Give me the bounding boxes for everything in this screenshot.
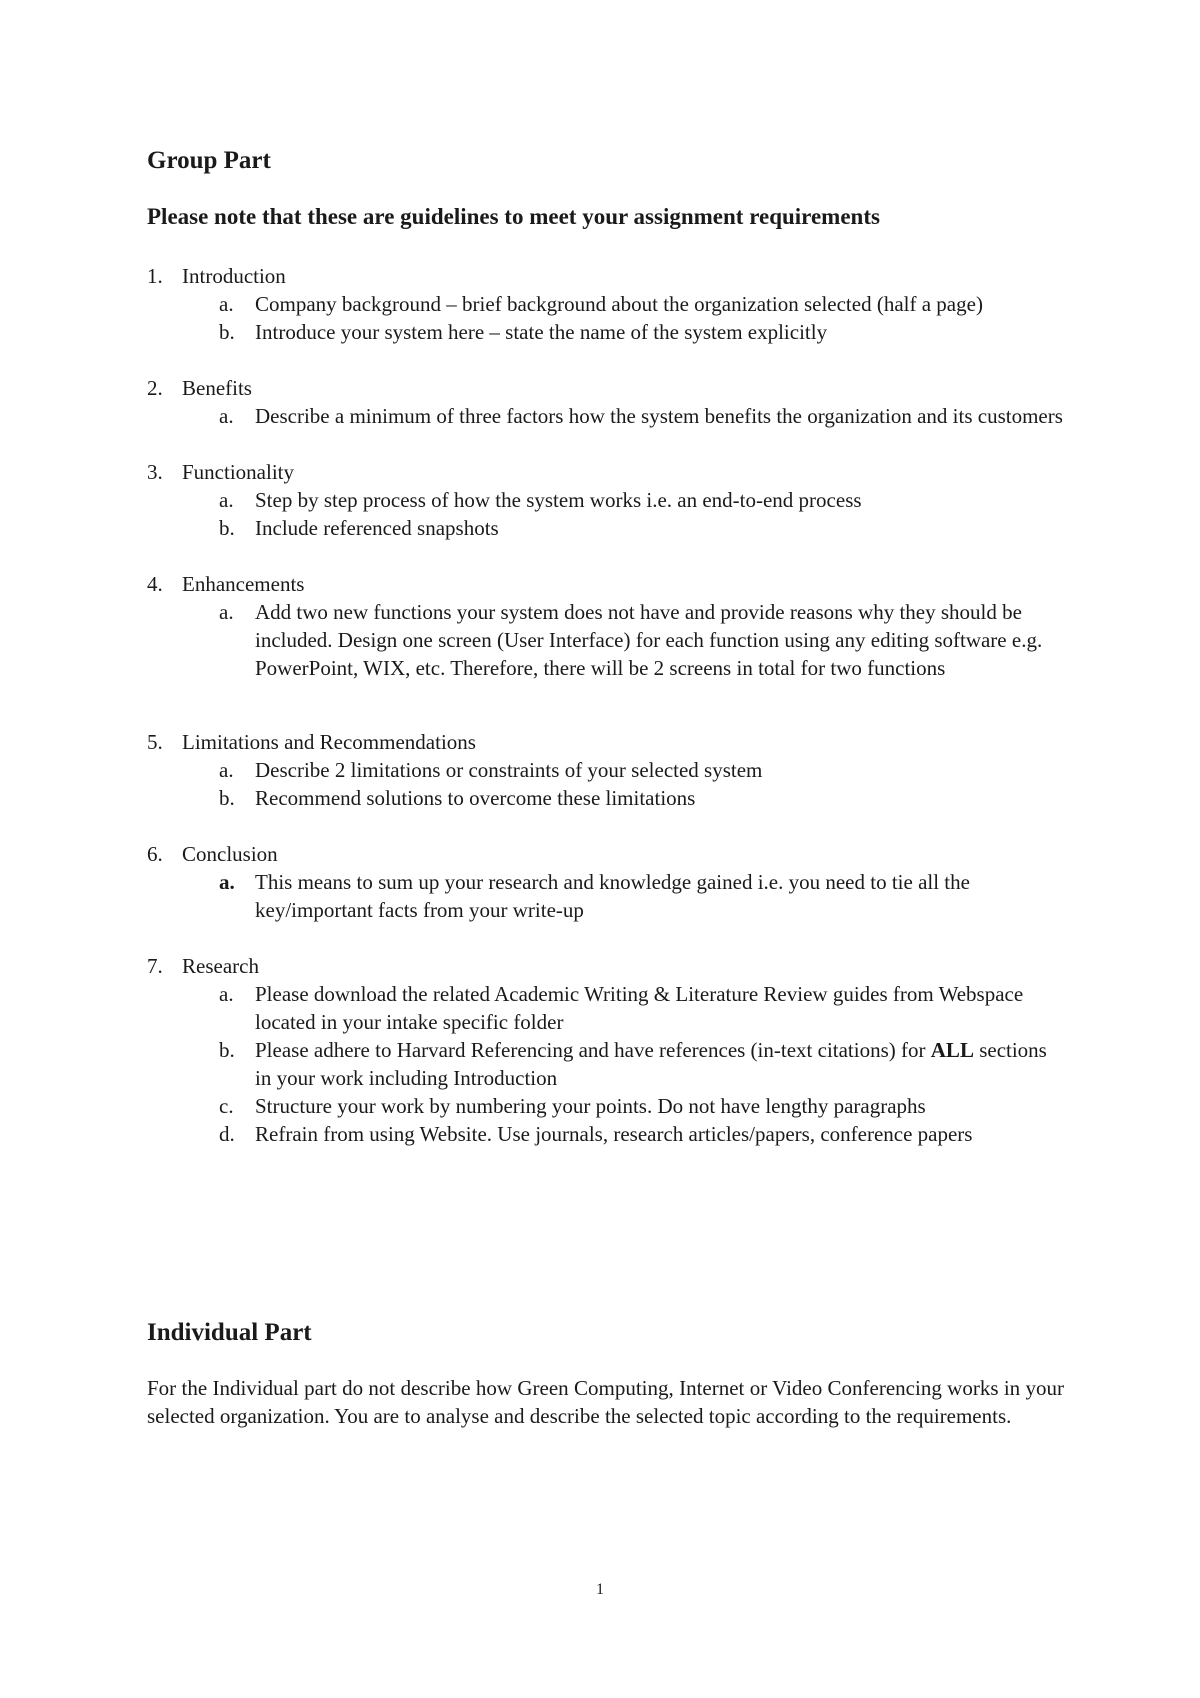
item-text: Please download the related Academic Writing & Literature Review guides from Webspace located in your intake specific folder (255, 982, 1024, 1034)
item-letter: c. (219, 1094, 234, 1118)
section-heading (147, 374, 1067, 402)
section-number: 6. (147, 842, 163, 866)
item-text: Add two new functions your system does not have and provide reasons why they should be included. Design one screen (User Interface) for each function using any editing software e.g. PowerPoint, WIX, etc. Therefore, there will be 2 screens in total for two functions (255, 600, 1043, 680)
list-item (147, 318, 1067, 346)
section-benefits (147, 374, 1067, 430)
section-heading-text: Enhancements (182, 572, 305, 596)
section-conclusion (147, 840, 1067, 924)
section-heading-text: Functionality (182, 460, 294, 484)
item-letter: b. (219, 320, 235, 344)
section-heading (147, 840, 1067, 868)
section-number: 7. (147, 954, 163, 978)
section-functionality (147, 458, 1067, 542)
item-text: Company background – brief background about the organization selected (half a page) (255, 292, 983, 316)
section-number: 2. (147, 376, 163, 400)
item-letter: b. (219, 1038, 235, 1062)
item-letter: a. (219, 404, 234, 428)
section-heading (147, 952, 1067, 980)
list-item (147, 514, 1067, 542)
item-text: Describe 2 limitations or constraints of your selected system (255, 758, 763, 782)
section-limitations (147, 728, 1067, 812)
list-item (147, 402, 1067, 430)
guidelines-subtitle: Please note that these are guidelines to meet your assignment requirements (147, 204, 880, 229)
list-item (147, 1092, 1067, 1120)
section-number: 3. (147, 460, 163, 484)
item-text: This means to sum up your research and knowledge gained i.e. you need to tie all the key/important facts from your write-up (255, 870, 970, 922)
list-item (147, 290, 1067, 318)
section-heading-text: Conclusion (182, 842, 278, 866)
item-text-emphasis: ALL (930, 1038, 974, 1062)
item-letter: a. (219, 488, 234, 512)
item-text: Structure your work by numbering your points. Do not have lengthy paragraphs (255, 1094, 926, 1118)
item-letter: b. (219, 786, 235, 810)
section-heading (147, 262, 1067, 290)
list-item (147, 1036, 1067, 1092)
item-text: Describe a minimum of three factors how the system benefits the organization and its customers (255, 404, 1063, 428)
item-text: Include referenced snapshots (255, 516, 499, 540)
list-item (147, 1120, 1067, 1148)
list-item (147, 868, 1067, 924)
section-research (147, 952, 1067, 1148)
section-enhancements (147, 570, 1067, 682)
page-number: 1 (596, 1581, 604, 1598)
item-letter: a. (219, 870, 235, 894)
section-number: 1. (147, 264, 163, 288)
section-heading-text: Benefits (182, 376, 252, 400)
list-item (147, 784, 1067, 812)
item-letter: b. (219, 516, 235, 540)
item-letter: d. (219, 1122, 235, 1146)
individual-part-paragraph: For the Individual part do not describe how Green Computing, Internet or Video Conferencing works in your selected organization. You are to analyse and describe the selected topic according to the requirements. (147, 1376, 1064, 1428)
list-item (147, 598, 1067, 682)
item-text-end: sections in your work including Introduction (255, 1038, 1047, 1090)
section-number: 5. (147, 730, 163, 754)
section-heading (147, 570, 1067, 598)
individual-part-title: Individual Part (147, 1319, 312, 1346)
list-item (147, 980, 1067, 1036)
section-heading (147, 728, 1067, 756)
section-introduction (147, 262, 1067, 346)
item-letter: a. (219, 982, 234, 1006)
section-heading-text: Limitations and Recommendations (182, 730, 476, 754)
requirements-list (147, 262, 1067, 1176)
section-heading (147, 458, 1067, 486)
item-text: Introduce your system here – state the name of the system explicitly (255, 320, 828, 344)
section-number: 4. (147, 572, 163, 596)
item-text: Refrain from using Website. Use journals, research articles/papers, conference papers (255, 1122, 973, 1146)
section-heading-text: Introduction (182, 264, 286, 288)
item-text: Step by step process of how the system works i.e. an end-to-end process (255, 488, 862, 512)
section-heading-text: Research (182, 954, 259, 978)
item-letter: a. (219, 758, 234, 782)
item-letter: a. (219, 600, 234, 624)
item-text-start: Please adhere to Harvard Referencing and have references (in-text citations) for (255, 1038, 931, 1062)
item-letter: a. (219, 292, 234, 316)
page-title: Group Part (147, 147, 271, 174)
item-text: Recommend solutions to overcome these limitations (255, 786, 696, 810)
list-item (147, 756, 1067, 784)
list-item (147, 486, 1067, 514)
